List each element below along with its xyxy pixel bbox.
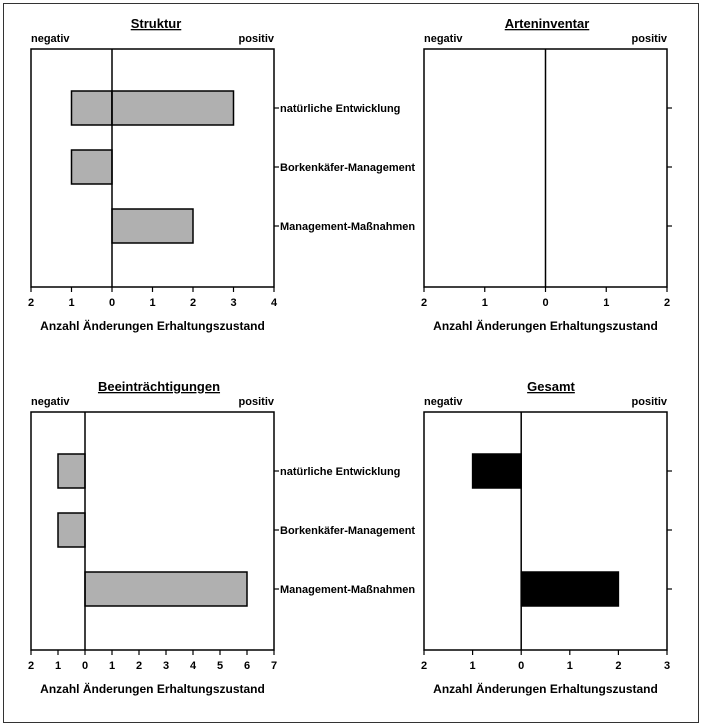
negative-side-label: negativ xyxy=(424,396,463,408)
positive-side-label: positiv xyxy=(238,33,274,45)
x-tick-label: 2 xyxy=(420,660,428,672)
bar-positive xyxy=(521,572,618,606)
positive-side-label: positiv xyxy=(631,33,667,45)
plot-area xyxy=(424,412,667,650)
x-tick-label: 1 xyxy=(469,660,476,672)
negative-side-label: negativ xyxy=(31,33,70,45)
x-tick-label: 3 xyxy=(663,660,671,672)
chart-title: Arteninventar xyxy=(504,16,590,31)
bar-positive xyxy=(85,572,247,606)
x-tick-label: 4 xyxy=(189,660,197,672)
chart-title: Struktur xyxy=(130,16,182,31)
category-label: natürliche Entwicklung xyxy=(280,103,401,115)
x-tick-label: 5 xyxy=(216,660,224,672)
bar-negative xyxy=(72,150,113,184)
positive-side-label: positiv xyxy=(238,396,274,408)
x-tick-label: 1 xyxy=(68,297,75,309)
category-label: Management-Maßnahmen xyxy=(280,584,416,596)
bar-negative xyxy=(72,91,113,125)
x-tick-label: 2 xyxy=(189,297,197,309)
negative-side-label: negativ xyxy=(424,33,463,45)
x-tick-label: 1 xyxy=(566,660,573,672)
x-tick-label: 0 xyxy=(108,297,116,309)
chart-title: Beeinträchtigungen xyxy=(97,379,221,394)
x-tick-label: 0 xyxy=(518,660,525,672)
x-tick-label: 2 xyxy=(27,660,35,672)
x-axis-label: Anzahl Änderungen Erhaltungszustand xyxy=(433,682,658,696)
x-tick-label: 7 xyxy=(270,660,278,672)
x-tick-label: 0 xyxy=(542,297,549,309)
x-tick-label: 0 xyxy=(81,660,89,672)
bar-negative xyxy=(473,454,522,488)
category-label: Management-Maßnahmen xyxy=(280,221,416,233)
x-tick-label: 2 xyxy=(420,297,428,309)
x-tick-label: 1 xyxy=(108,660,116,672)
x-axis-label: Anzahl Änderungen Erhaltungszustand xyxy=(40,319,265,333)
x-tick-label: 1 xyxy=(54,660,62,672)
bar-positive xyxy=(112,209,193,243)
bar-negative xyxy=(58,454,85,488)
bar-positive xyxy=(112,91,234,125)
x-tick-label: 2 xyxy=(27,297,35,309)
x-tick-label: 2 xyxy=(135,660,143,672)
x-tick-label: 4 xyxy=(270,297,278,309)
x-axis-label: Anzahl Änderungen Erhaltungszustand xyxy=(40,682,265,696)
positive-side-label: positiv xyxy=(631,396,667,408)
x-tick-label: 2 xyxy=(615,660,622,672)
category-label: natürliche Entwicklung xyxy=(280,466,401,478)
x-tick-label: 2 xyxy=(663,297,671,309)
chart-title: Gesamt xyxy=(527,379,575,394)
category-label: Borkenkäfer-Management xyxy=(280,162,416,174)
category-label: Borkenkäfer-Management xyxy=(280,525,416,537)
bar-negative xyxy=(58,513,85,547)
x-tick-label: 3 xyxy=(162,660,170,672)
x-tick-label: 1 xyxy=(603,297,610,309)
x-tick-label: 1 xyxy=(481,297,488,309)
x-tick-label: 1 xyxy=(149,297,156,309)
x-tick-label: 6 xyxy=(243,660,251,672)
x-tick-label: 3 xyxy=(230,297,237,309)
negative-side-label: negativ xyxy=(31,396,70,408)
x-axis-label: Anzahl Änderungen Erhaltungszustand xyxy=(433,319,658,333)
plot-area xyxy=(31,49,274,287)
